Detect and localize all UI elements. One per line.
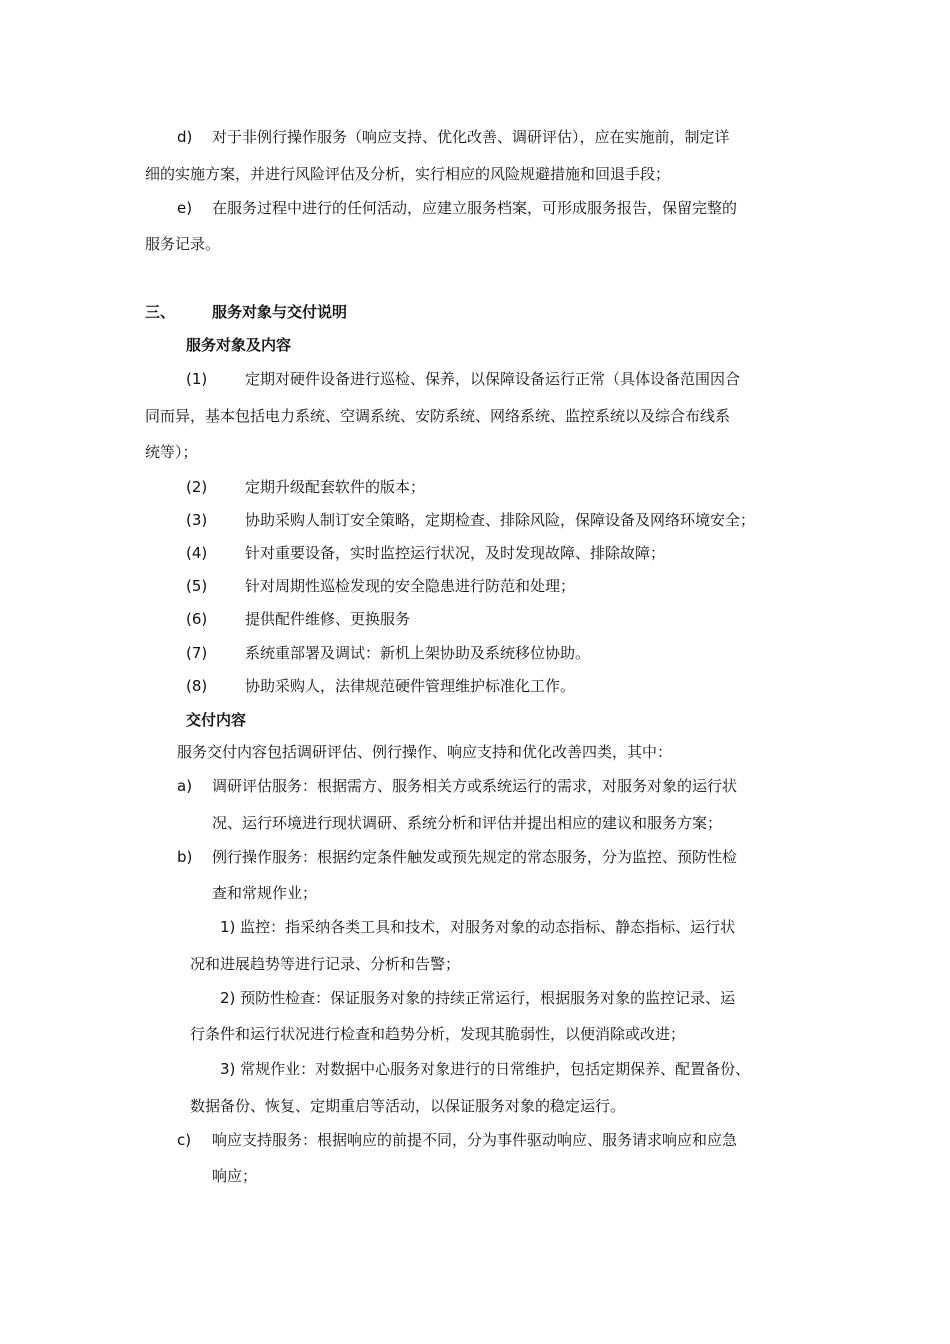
item-number: (1) [186, 370, 208, 388]
paragraph-d-line1: 对于非例行操作服务（响应支持、优化改善、调研评估），应在实施前，制定详 [212, 128, 730, 146]
paragraph-d-line2: 细的实施方案，并进行风险评估及分析，实行相应的风险规避措施和回退手段； [145, 165, 671, 183]
list-marker-e: e) [177, 199, 193, 217]
paragraph-b1-line1: 1) 监控：指采纳各类工具和技术，对服务对象的动态指标、静态指标、运行状 [220, 918, 736, 936]
subsection-title-service-objects: 服务对象及内容 [186, 336, 292, 354]
item-text: 协助采购人，法律规范硬件管理维护标准化工作。 [245, 677, 576, 695]
paragraph-b3-line2: 数据备份、恢复、定期重启等活动，以保证服务对象的稳定运行。 [190, 1097, 626, 1115]
paragraph-b1-line2: 况和进展趋势等进行记录、分析和告警； [190, 955, 461, 973]
item-text: 针对重要设备，实时监控运行状况，及时发现故障、排除故障； [245, 544, 666, 562]
section-number: 三、 [145, 303, 176, 321]
item-number: (3) [186, 511, 208, 529]
item-number: (8) [186, 677, 208, 695]
item-text: 提供配件维修、更换服务 [245, 610, 411, 628]
paragraph-b2-line2: 行条件和运行状况进行检查和趋势分析，发现其脆弱性，以便消除或改进； [190, 1025, 686, 1043]
paragraph-c-line2: 响应； [212, 1167, 258, 1185]
item-text: 定期对硬件设备进行巡检、保养，以保障设备运行正常（具体设备范围因合 [245, 370, 741, 388]
paragraph-e-line2: 服务记录。 [145, 235, 221, 253]
subsection-title-delivery: 交付内容 [186, 711, 247, 729]
item-number: (4) [186, 544, 208, 562]
paragraph-b-line1: 例行操作服务：根据约定条件触发或预先规定的常态服务，分为监控、预防性检 [212, 848, 738, 866]
paragraph-e-line1: 在服务过程中进行的任何活动，应建立服务档案，可形成服务报告，保留完整的 [212, 199, 738, 217]
list-marker-c: c) [177, 1131, 192, 1149]
item-text: 系统重部署及调试：新机上架协助及系统移位协助。 [245, 644, 591, 662]
item-number: (7) [186, 644, 208, 662]
item-number: (5) [186, 577, 208, 595]
item-text: 定期升级配套软件的版本； [245, 478, 426, 496]
paragraph-a-line1: 调研评估服务：根据需方、服务相关方或系统运行的需求，对服务对象的运行状 [212, 777, 738, 795]
item-text: 协助采购人制订安全策略，定期检查、排除风险，保障设备及网络环境安全； [245, 511, 756, 529]
section-title: 服务对象与交付说明 [212, 303, 348, 321]
item-text: 针对周期性巡检发现的安全隐患进行防范和处理； [245, 577, 576, 595]
list-marker-a: a) [177, 777, 193, 795]
paragraph-c-line1: 响应支持服务：根据响应的前提不同，分为事件驱动响应、服务请求响应和应急 [212, 1131, 738, 1149]
paragraph-b3-line1: 3) 常规作业：对数据中心服务对象进行的日常维护，包括定期保养、配置备份、 [220, 1060, 751, 1078]
paragraph-a-line2: 况、运行环境进行现状调研、系统分析和评估并提出相应的建议和服务方案； [212, 814, 723, 832]
list-marker-d: d) [177, 128, 193, 146]
item-1-continuation-2: 统等）； [145, 443, 198, 461]
delivery-intro: 服务交付内容包括调研评估、例行操作、响应支持和优化改善四类，其中： [177, 743, 673, 761]
item-1-continuation-1: 同而异，基本包括电力系统、空调系统、安防系统、网络系统、监控系统以及综合布线系 [145, 407, 731, 425]
list-marker-b: b) [177, 848, 193, 866]
paragraph-b-line2: 查和常规作业； [212, 884, 318, 902]
paragraph-b2-line1: 2) 预防性检查：保证服务对象的持续正常运行，根据服务对象的监控记录、运 [220, 989, 736, 1007]
item-number: (2) [186, 478, 208, 496]
item-number: (6) [186, 610, 208, 628]
